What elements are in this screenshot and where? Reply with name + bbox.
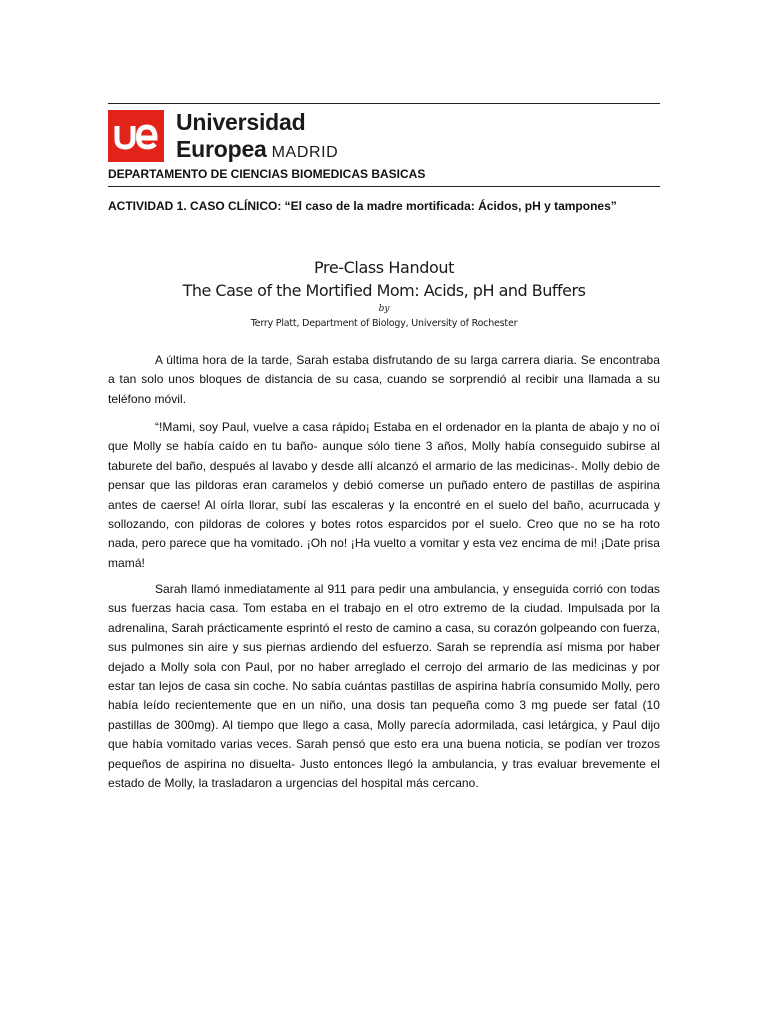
university-logo-mark (108, 110, 164, 162)
wordmark-europea: Europea (176, 136, 267, 162)
top-divider (108, 103, 660, 104)
wordmark-europea-row (176, 138, 338, 161)
handout-subtitle: The Case of the Mortified Mom: Acids, pH and Buffers (182, 281, 586, 300)
header-divider (108, 186, 660, 187)
activity-title: ACTIVIDAD 1. CASO CLÍNICO: “El caso de la madre mortificada: Ácidos, pH y tampones” (108, 199, 617, 213)
university-wordmark (176, 111, 338, 161)
paragraph: Sarah llamó inmediatamente al 911 para pedir una ambulancia, y enseguida corrió con todas sus fuerzas hacia casa. Tom estaba en el trabajo en el otro extremo de la ciudad. Impulsada por la adrenalina, Sarah prácticamente esprintó el resto de camino a casa, su corazón golpeando con fuerza, sus pulmones sin aire y sus piernas ardiendo del esfuerzo. Sarah se reprendía así misma por haber dejado a Molly sola con Paul, por no haber arreglado el cerrojo del armario de las medicinas y por estar tan lejos de casa sin coche. No sabía cuántas pastillas de aspirina habría consumido Molly, pero había leído recientemente que en un niño, una dosis tan pequeña como 3 mg puede ser fatal (10 pastillas de 300mg). Al tiempo que llego a casa, Molly parecía adormilada, casi letárgica, y Paul dijo que había vomitado varias veces. Sarah pensó que esto era una buena noticia, se podían ver trozos pequeños de aspirina no disuelta- Justo entonces llegó la ambulancia, y tras evaluar brevemente el estado de Molly, la trasladaron a urgencias del hospital más cercano. (108, 582, 660, 791)
paragraph: A última hora de la tarde, Sarah estaba disfrutando de su larga carrera diaria. Se encontraba a tan solo unos bloques de distancia de su casa, cuando se sorprendió al recibir una llamada a su teléfono móvil. (108, 353, 660, 406)
department-heading: DEPARTAMENTO DE CIENCIAS BIOMEDICAS BASICAS (108, 167, 426, 181)
handout-title: Pre-Class Handout (314, 258, 454, 277)
wordmark-universidad: Universidad (176, 109, 306, 135)
ue-logo-icon (108, 110, 164, 162)
handout-by: by (378, 304, 390, 314)
paragraph: “!Mami, soy Paul, vuelve a casa rápido¡ Estaba en el ordenador en la planta de abajo y no oí que Molly se había caído en tu baño- aunque sólo tiene 3 años, Molly había conseguido subirse al taburete del baño, después al lavabo y desde allí alcanzó el armario de las medicinas-. Molly debio de pensar que las pildoras eran caramelos y debió comerse un puñado entero de pastillas de aspirina antes de caerse! Al oírla llorar, subí las escaleras y la encontré en el suelo del baño, acurrucada y sollozando, con pildoras de colores y botes rotos esparcidos por el suelo. Creo que no se ha roto nada, pero parece que ha vomitado. ¡Oh no! ¡Ha vuelto a vomitar y esta vez encima de mi! ¡Date prisa mamá! (108, 420, 660, 570)
wordmark-madrid: MADRID (271, 144, 339, 161)
handout-author: Terry Platt, Department of Biology, University of Rochester (250, 318, 518, 329)
